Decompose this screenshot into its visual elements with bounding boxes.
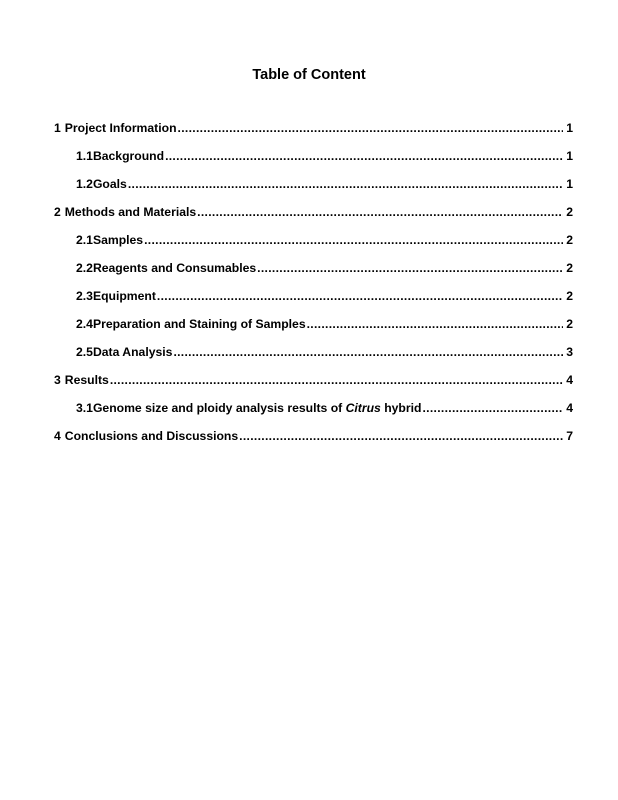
toc-entry-title: Samples <box>92 233 144 247</box>
toc-entry-page: 2 <box>566 261 573 275</box>
toc-entry-number: 3.1 <box>76 401 93 415</box>
toc-entry[interactable] <box>54 174 573 202</box>
toc-entry[interactable] <box>54 342 573 370</box>
toc-dot-leader <box>239 426 563 446</box>
toc-entry-number: 1.1 <box>76 149 93 163</box>
table-of-contents <box>54 118 573 454</box>
toc-entry-page: 7 <box>566 429 573 443</box>
toc-entry-title: Preparation and Staining of Samples <box>92 317 306 331</box>
toc-entry-title: Background <box>92 149 165 163</box>
toc-entry-title: Results <box>64 373 109 387</box>
toc-entry[interactable] <box>54 398 573 426</box>
toc-entry-number: 2.4 <box>76 317 93 331</box>
toc-entry-title: Goals <box>92 177 127 191</box>
toc-entry[interactable] <box>54 118 573 146</box>
toc-entry-page: 3 <box>566 345 573 359</box>
toc-entry[interactable] <box>54 426 573 454</box>
toc-dot-leader <box>128 174 563 194</box>
toc-entry[interactable] <box>54 286 573 314</box>
toc-entry-page: 1 <box>566 149 573 163</box>
toc-title-italic: Citrus <box>345 401 381 415</box>
page-title: Table of Content <box>252 67 366 83</box>
toc-entry-number: 1 <box>54 121 61 135</box>
toc-dot-leader <box>178 118 563 138</box>
toc-title-text: hybrid <box>380 401 422 415</box>
toc-entry-number: 1.2 <box>76 177 93 191</box>
toc-entry-page: 4 <box>566 401 573 415</box>
toc-entry-page: 2 <box>566 289 573 303</box>
toc-entry-title <box>93 398 422 418</box>
toc-entry-number: 4 <box>54 429 61 443</box>
toc-entry-number: 2.3 <box>76 289 93 303</box>
toc-entry-title: Data Analysis <box>92 345 173 359</box>
toc-entry-page: 2 <box>566 205 573 219</box>
toc-entry-number: 2.2 <box>76 261 93 275</box>
toc-title-text: Genome size and ploidy analysis results of <box>92 401 346 415</box>
toc-entry-number: 3 <box>54 373 61 387</box>
toc-entry-page: 1 <box>566 177 573 191</box>
toc-entry-title: Reagents and Consumables <box>92 261 257 275</box>
toc-dot-leader <box>144 230 563 250</box>
toc-entry-number: 2 <box>54 205 61 219</box>
toc-entry-title: Conclusions and Discussions <box>64 429 239 443</box>
toc-entry-page: 2 <box>566 233 573 247</box>
toc-dot-leader <box>197 202 563 222</box>
toc-entry[interactable] <box>54 202 573 230</box>
toc-dot-leader <box>307 314 563 334</box>
toc-entry-number: 2.1 <box>76 233 93 247</box>
toc-dot-leader <box>110 370 563 390</box>
toc-entry-page: 1 <box>566 121 573 135</box>
toc-entry[interactable] <box>54 314 573 342</box>
toc-entry[interactable] <box>54 258 573 286</box>
toc-dot-leader <box>157 286 563 306</box>
toc-dot-leader <box>422 398 563 418</box>
toc-entry[interactable] <box>54 230 573 258</box>
toc-entry-title: Methods and Materials <box>64 205 197 219</box>
toc-entry-page: 2 <box>566 317 573 331</box>
toc-entry-title: Project Information <box>64 121 177 135</box>
toc-entry-page: 4 <box>566 373 573 387</box>
toc-dot-leader <box>257 258 563 278</box>
toc-dot-leader <box>173 342 563 362</box>
toc-entry-title: Equipment <box>92 289 156 303</box>
toc-entry-number: 2.5 <box>76 345 93 359</box>
toc-dot-leader <box>165 146 563 166</box>
toc-entry[interactable] <box>54 146 573 174</box>
toc-entry[interactable] <box>54 370 573 398</box>
